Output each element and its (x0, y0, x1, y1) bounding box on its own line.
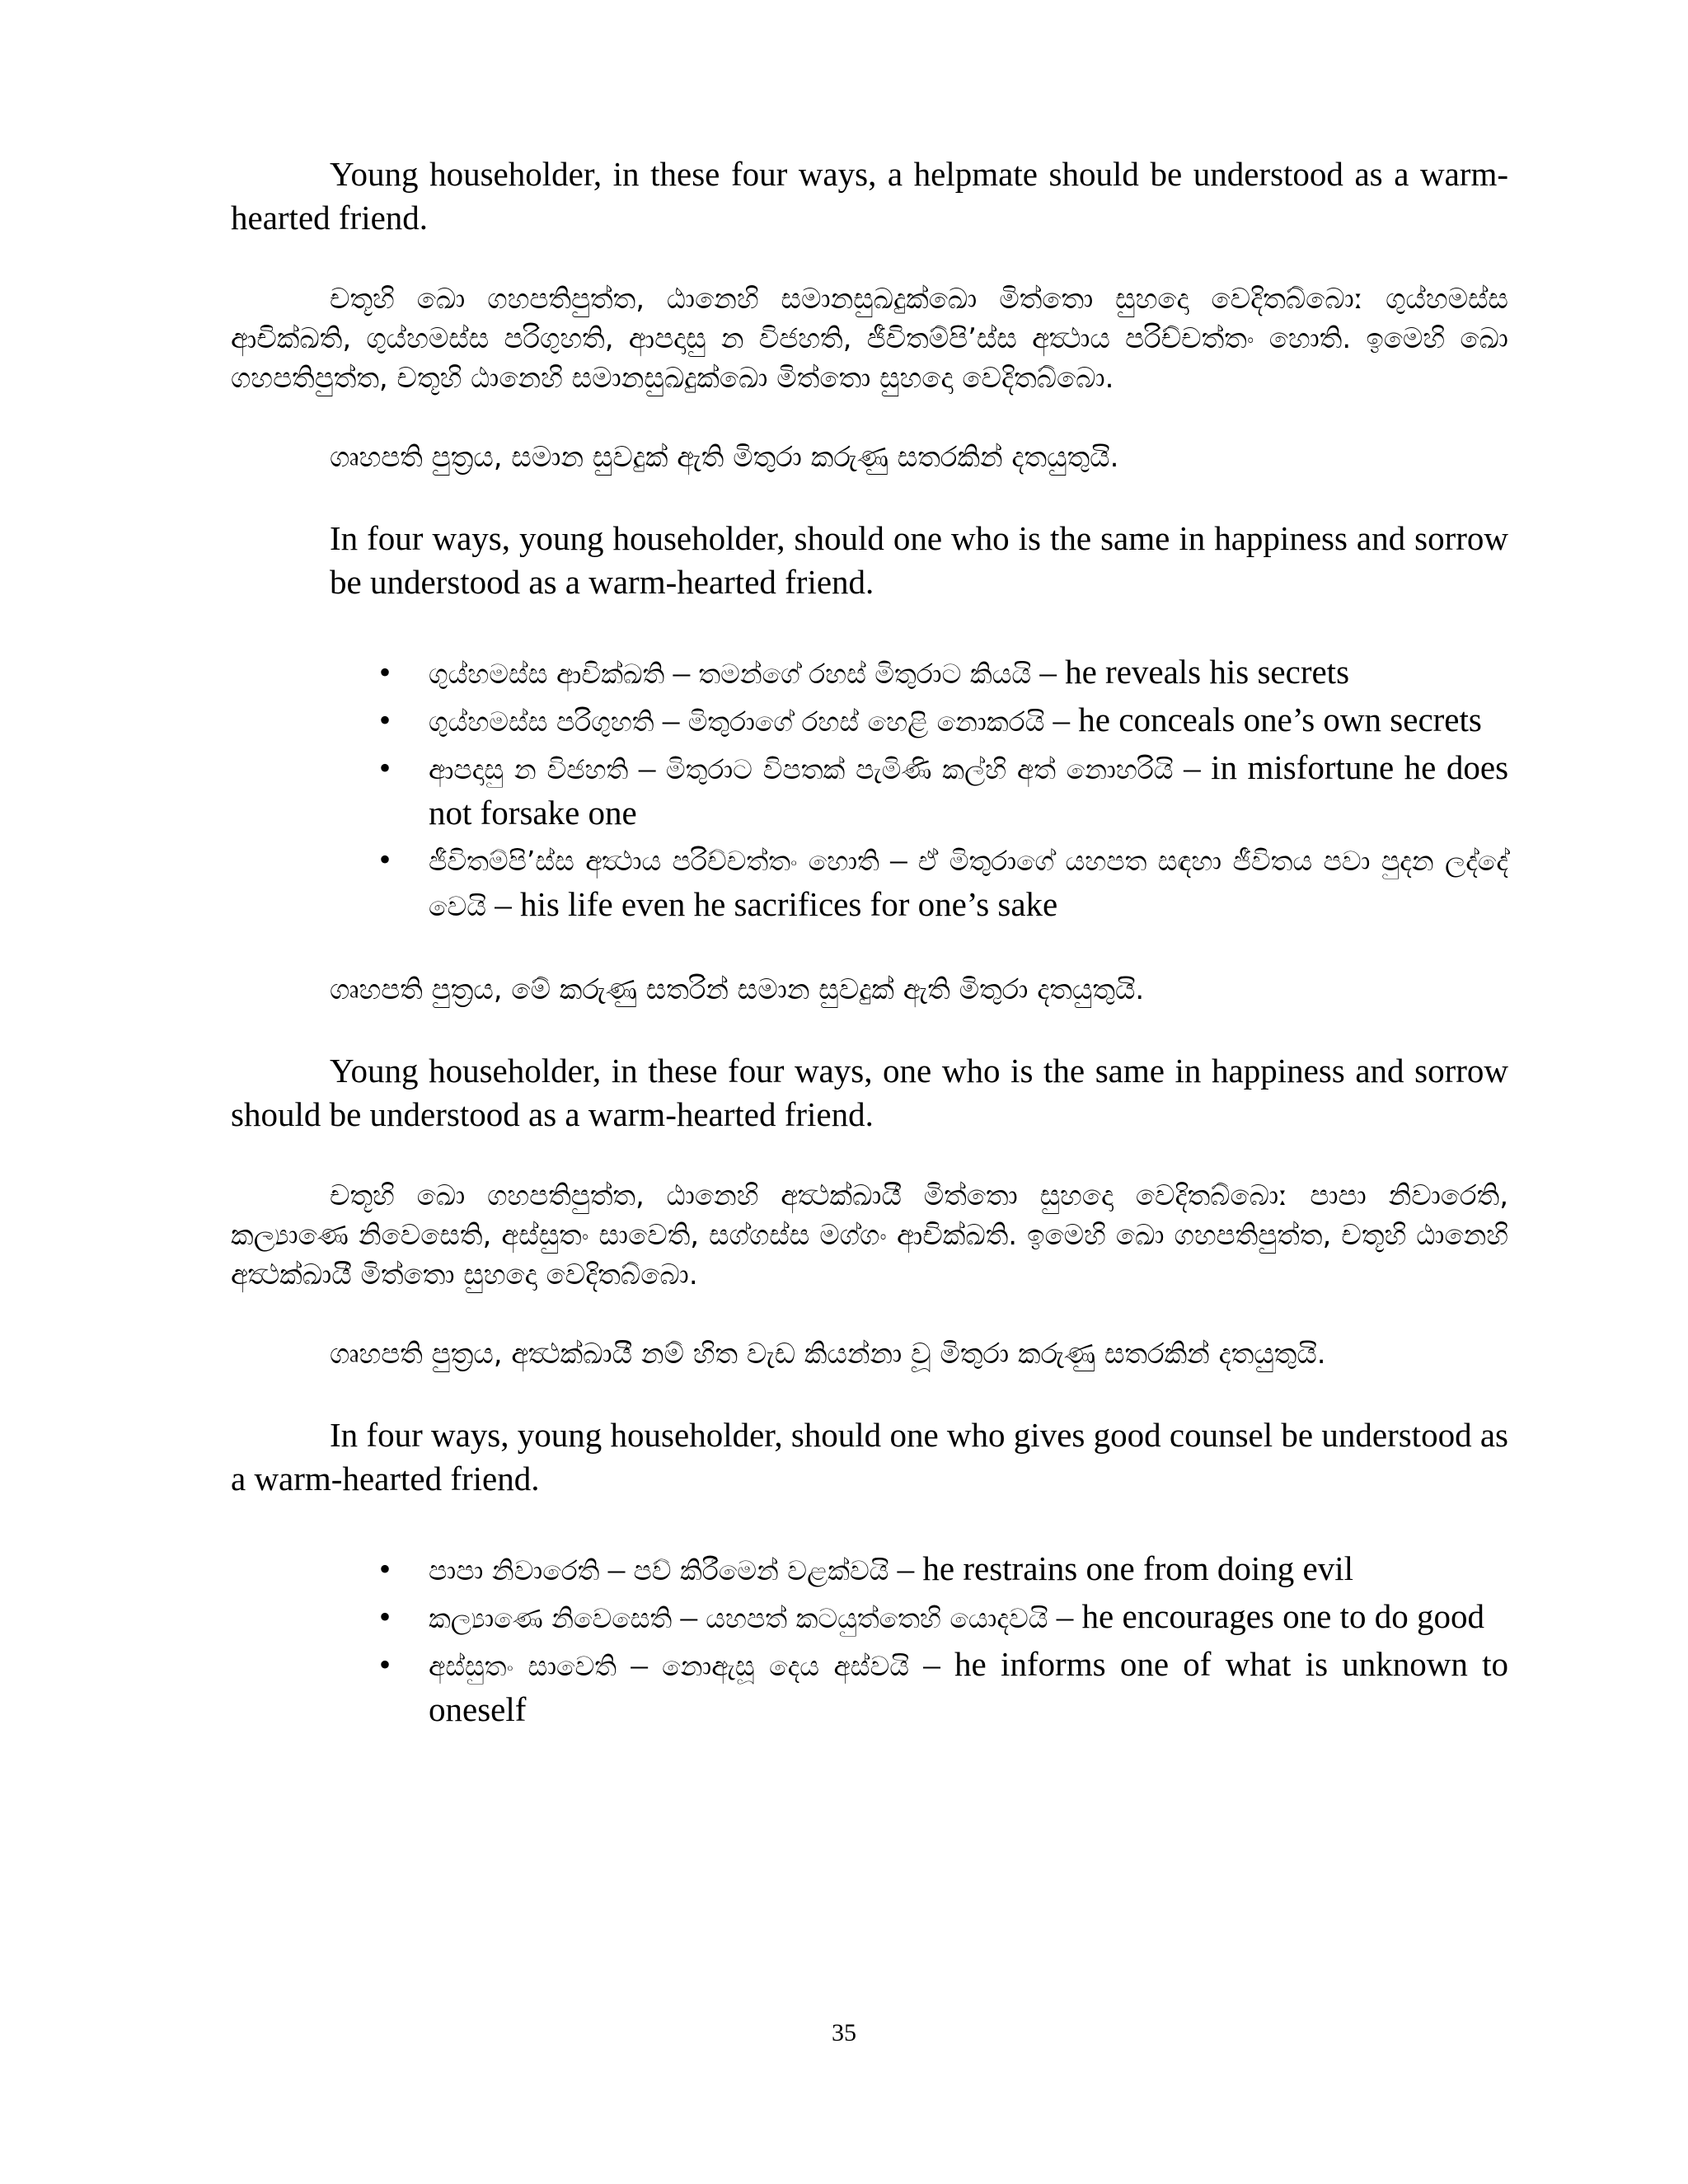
pali-term: කල්‍යාණෙ නිවෙසෙති (429, 1602, 673, 1634)
paragraph-sinhala-1: ගෘහපති පුත්‍රය, සමාන සුවදුක් ඇති මිතුරා කරුණු සතරකින් දතයුතුයි. (330, 441, 1119, 474)
dash: – (673, 653, 691, 691)
english-meaning: in misfortune he does not forsake one (429, 748, 1509, 832)
english-meaning: he informs one of what is unknown to oneself (429, 1645, 1509, 1728)
document-page (231, 152, 1508, 1734)
paragraph-english-4: In four ways, young householder, should one who gives good counsel be understood as a warm-hearted friend. (231, 1416, 1508, 1497)
english-meaning: his life even he sacrifices for one’s sake (519, 885, 1058, 923)
english-meaning: he encourages one to do good (1081, 1597, 1484, 1635)
paragraph-english-3: Young householder, in these four ways, one who is the same in happiness and sorrow should be understood as a warm-hearted friend. (231, 1052, 1508, 1133)
bullet-icon: • (379, 749, 392, 786)
list-item (379, 698, 1508, 743)
bullet-icon: • (379, 1646, 392, 1683)
bullet-icon: • (379, 701, 392, 738)
paragraph-pali-2: චතූහි ඛො ගහපතිපුත්ත, ඨානෙහි අත්‍ථක්ඛායී මිත්තො සුහදො වෙදිතබ්බොː පාපා නිවාරෙති, කල්‍යාණෙ නිවෙසෙති, අස්සුතං සාවෙති, සග්ගස්ස මග්ගං ආචික්ඛති. ඉමෙහි ඛො ගහපතිපුත්ත, චතූහි ඨානෙහි අත්‍ථක්ඛායී මිත්තො සුහදො වෙදිතබ්බො. (231, 1179, 1508, 1291)
dash: – (1053, 701, 1071, 738)
pali-term: ගුය්හමස්ස පරිගුහති (429, 705, 654, 738)
dash: – (607, 1549, 626, 1587)
paragraph-english-2: In four ways, young householder, should one who is the same in happiness and sorrow be understood as a warm-hearted friend. (330, 519, 1508, 601)
sinhala-meaning: ඒ මිතුරාගේ යහපත සඳහා ජීවිතය පවා පුදන ලද්දේ වෙයි (429, 845, 1509, 922)
sinhala-meaning: පව් කිරීමෙන් වළක්වයි (633, 1554, 889, 1586)
dash: – (662, 701, 680, 738)
dash: – (495, 885, 512, 923)
paragraph-english-1: Young householder, in these four ways, a helpmate should be understood as a warm-hearted friend. (231, 155, 1508, 237)
pali-term: අස්සුතං සාවෙති (429, 1650, 617, 1682)
paragraph-sinhala-2: ගෘහපති පුත්‍රය, මේ කරුණු සතරින් සමාන සුවදුක් ඇති මිතුරා දතයුතුයි. (330, 973, 1145, 1006)
bullet-icon: • (379, 1598, 392, 1635)
dash: – (923, 1645, 940, 1683)
bullet-icon: • (379, 654, 392, 691)
list-item (379, 1547, 1508, 1592)
pali-term: ගුය්හමස්ස ආචික්ඛති (429, 658, 665, 690)
dash: – (631, 1645, 648, 1683)
english-meaning: he reveals his secrets (1065, 653, 1350, 691)
dash: – (1056, 1597, 1074, 1635)
paragraph-pali-1: චතූහි ඛො ගහපතිපුත්ත, ඨානෙහි සමානසුඛදුක්ඛො මිත්තො සුහදො වෙදිතබ්බොː ගුය්හමස්ස ආචික්ඛති, ගුය්හමස්ස පරිගුහති, ආපදාසු න විජහති, ජීවිතම්පි’ස්ස අත්‍ථාය පරිච්චත්තං හොති. ඉමෙහි ඛො ගහපතිපුත්ත, චතූහි ඨානෙහි සමානසුඛදුක්ඛො මිත්තො සුහදො වෙදිතබ්බො. (231, 283, 1508, 395)
dash: – (1039, 653, 1057, 691)
qualities-list-1 (379, 650, 1508, 928)
sinhala-meaning: මිතුරාට විපතක් පැමිණි කල්හි අත් නොහරියි (665, 753, 1174, 785)
dash: – (638, 748, 656, 786)
sinhala-meaning: තමන්ගේ රහස් මිතුරාට කියයි (698, 658, 1032, 690)
dash: – (1184, 748, 1201, 786)
dash: – (680, 1597, 697, 1635)
sinhala-meaning: යහපත් කටයුත්තෙහි යොදවයි (706, 1602, 1048, 1634)
bullet-icon: • (379, 841, 392, 878)
paragraph-sinhala-3: ගෘහපති පුත්‍රය, අත්‍ථක්ඛායී නම් හිත වැඩ කියන්නා වූ මිතුරා කරුණු සතරකින් දතයුතුයි. (330, 1338, 1326, 1371)
english-meaning: he restrains one from doing evil (922, 1549, 1354, 1587)
sinhala-meaning: මිතුරාගේ රහස් හෙළි නොකරයි (687, 705, 1045, 738)
list-item (379, 746, 1508, 835)
list-item (379, 837, 1508, 928)
list-item (379, 1595, 1508, 1640)
sinhala-meaning: නොඇසූ දෙය අස්වයි (662, 1650, 909, 1682)
dash: – (897, 1549, 915, 1587)
page-number: 35 (832, 2019, 856, 2046)
pali-term: ආපදාසු න විජහති (429, 753, 629, 785)
dash: – (890, 840, 907, 878)
bullet-icon: • (379, 1550, 392, 1587)
list-item (379, 650, 1508, 696)
list-item (379, 1643, 1508, 1732)
pali-term: පාපා නිවාරෙති (429, 1554, 600, 1586)
pali-term: ජීවිතම්පි’ස්ස අත්‍ථාය පරිච්චත්තං හොති (429, 845, 879, 877)
qualities-list-2 (379, 1547, 1508, 1732)
english-meaning: he conceals one’s own secrets (1078, 701, 1482, 738)
